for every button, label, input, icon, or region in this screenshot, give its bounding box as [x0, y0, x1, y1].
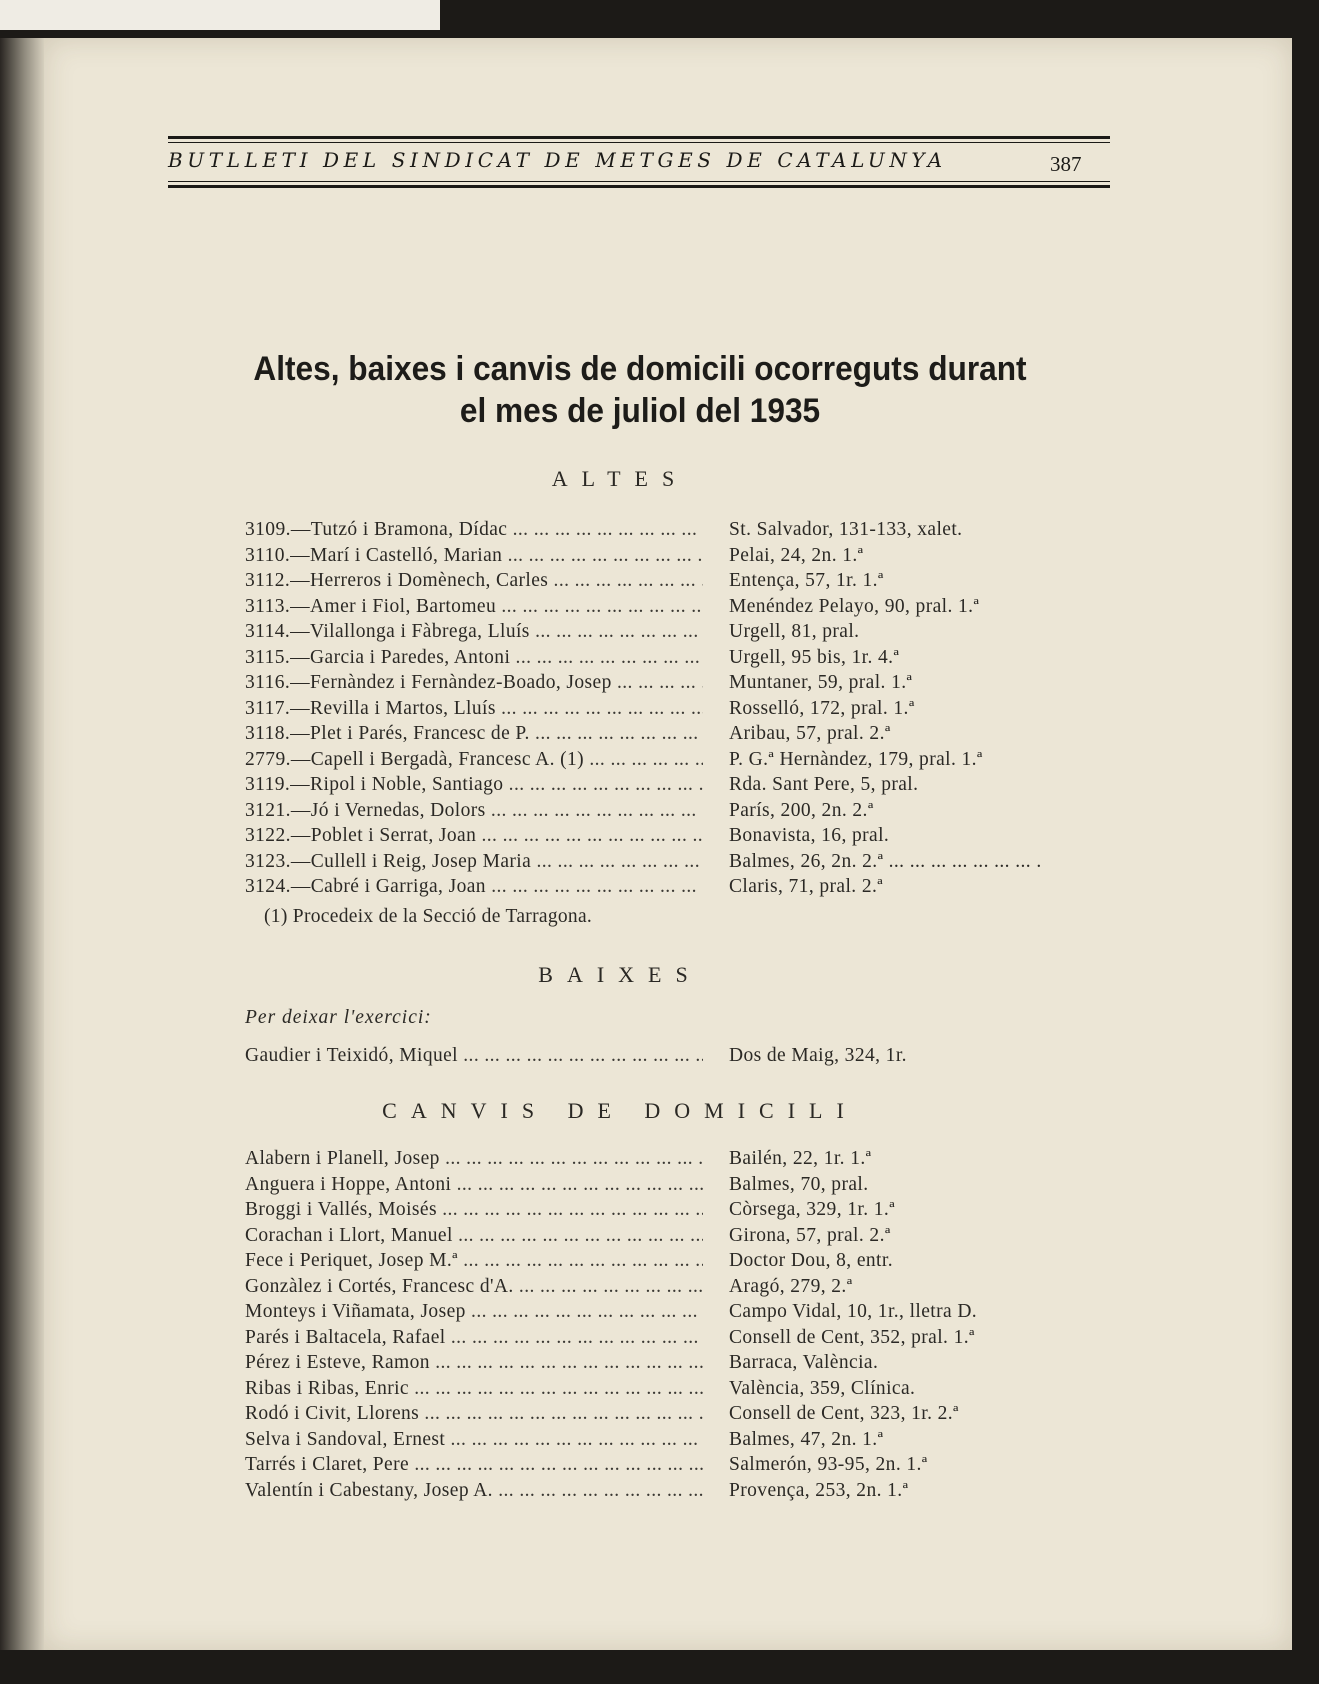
section-heading-canvis: CANVIS DE DOMICILI: [382, 1098, 858, 1123]
header-rule-top-thin: [168, 142, 1110, 143]
list-item: Anguera i Hoppe, Antoni ... . Balmes, 70, pral.: [245, 1174, 1085, 1199]
list-item: Ribas i Ribas, Enric ... . València, 359, Clínica.: [245, 1378, 1085, 1403]
list-item: 3121.—Jó i Vernedas, Dolors ... . París, 200, 2n. 2.ª: [245, 800, 1085, 825]
list-item: Fece i Periquet, Josep M.ª ... . Doctor Dou, 8, entr.: [245, 1250, 1085, 1275]
list-item: 3119.—Ripol i Noble, Santiago ... . Rda. Sant Pere, 5, pral.: [245, 774, 1085, 799]
list-item: 3115.—Garcia i Paredes, Antoni ... . Urgell, 95 bis, 1r. 4.ª: [245, 647, 1085, 672]
list-item: 2779.—Capell i Bergadà, Francesc A. (1) ... . P. G.ª Hernàndez, 179, pral. 1.ª: [245, 749, 1085, 774]
book-spine: [0, 38, 44, 1650]
list-item: Parés i Baltacela, Rafael ... . Consell de Cent, 352, pral. 1.ª: [245, 1327, 1085, 1352]
list-item: Gaudier i Teixidó, Miquel ... . Dos de Maig, 324, 1r.: [245, 1045, 1085, 1070]
list-item: Corachan i Llort, Manuel ... . Girona, 57, pral. 2.ª: [245, 1225, 1085, 1250]
section-heading-baixes: BAIXES: [538, 962, 702, 987]
page-title-line1: Altes, baixes i canvis de domicili ocorreguts durant: [253, 350, 1027, 388]
list-item: Gonzàlez i Cortés, Francesc d'A. ... . Aragó, 279, 2.ª: [245, 1276, 1085, 1301]
list-item: 3113.—Amer i Fiol, Bartomeu ... . Menéndez Pelayo, 90, pral. 1.ª: [245, 596, 1085, 621]
list-item: Rodó i Civit, Llorens ... . Consell de Cent, 323, 1r. 2.ª: [245, 1403, 1085, 1428]
list-item: 3122.—Poblet i Serrat, Joan ... . Bonavista, 16, pral.: [245, 825, 1085, 850]
section-heading-altes: ALTES: [551, 466, 689, 491]
list-item: 3114.—Vilallonga i Fàbrega, Lluís ... . Urgell, 81, pral.: [245, 621, 1085, 646]
list-item: Selva i Sandoval, Ernest ... . Balmes, 47, 2n. 1.ª: [245, 1429, 1085, 1454]
list-item: 3116.—Fernàndez i Fernàndez-Boado, Josep ... . Muntaner, 59, pral. 1.ª: [245, 672, 1085, 697]
header-rule-top: [168, 136, 1110, 139]
list-item: Tarrés i Claret, Pere ... . Salmerón, 93-95, 2n. 1.ª: [245, 1454, 1085, 1479]
page-title-line2: el mes de juliol del 1935: [459, 392, 821, 430]
list-item: Broggi i Vallés, Moisés ... . Còrsega, 329, 1r. 1.ª: [245, 1199, 1085, 1224]
baixes-reason: Per deixar l'exercici:: [245, 1007, 432, 1028]
list-item: Monteys i Viñamata, Josep ... . Campo Vidal, 10, 1r., lletra D.: [245, 1301, 1085, 1326]
list-item: 3117.—Revilla i Martos, Lluís ... . Rosselló, 172, pral. 1.ª: [245, 698, 1085, 723]
list-item: 3118.—Plet i Parés, Francesc de P. ... . Aribau, 57, pral. 2.ª: [245, 723, 1085, 748]
list-item: Alabern i Planell, Josep ... . Bailén, 22, 1r. 1.ª: [245, 1148, 1085, 1173]
list-item: Valentín i Cabestany, Josep A. ... . Provença, 253, 2n. 1.ª: [245, 1480, 1085, 1505]
footnote: (1) Procedeix de la Secció de Tarragona.: [264, 906, 593, 927]
header-rule-bottom-thin: [168, 181, 1110, 182]
page-number: 387: [1050, 152, 1082, 176]
list-item: 3109.—Tutzó i Bramona, Dídac ... . St. Salvador, 131-133, xalet.: [245, 519, 1085, 544]
header-rule-bottom: [168, 185, 1110, 188]
list-item: Pérez i Esteve, Ramon ... . Barraca, València.: [245, 1352, 1085, 1377]
scan-margin: [0, 0, 440, 30]
list-item: 3124.—Cabré i Garriga, Joan ... . Claris, 71, pral. 2.ª: [245, 876, 1085, 901]
list-item: 3112.—Herreros i Domènech, Carles ... . Entença, 57, 1r. 1.ª: [245, 570, 1085, 595]
list-item: 3123.—Cullell i Reig, Josep Maria ... . Balmes, 26, 2n. 2.ª ... ... ... ... ... ... ... .: [245, 851, 1085, 876]
list-item: 3110.—Marí i Castelló, Marian ... . Pelai, 24, 2n. 1.ª: [245, 545, 1085, 570]
journal-header: BUTLLETI DEL SINDICAT DE METGES DE CATALUNYA: [168, 148, 947, 172]
